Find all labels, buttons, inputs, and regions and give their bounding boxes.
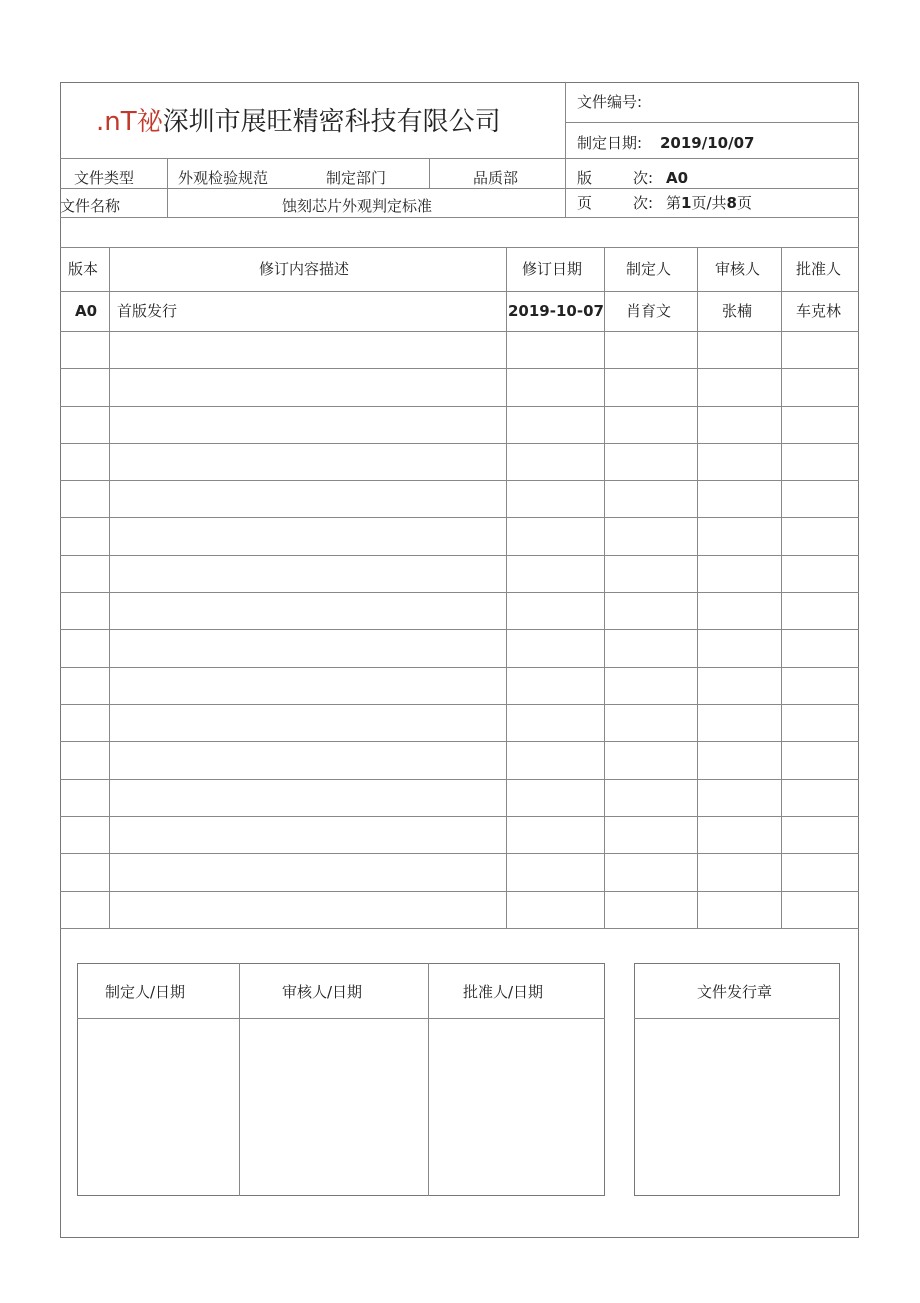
version-label: 版 [577,169,593,187]
header-divider [60,217,859,218]
table-divider [60,555,859,556]
table-divider [697,247,698,928]
header-divider [60,188,859,189]
col-header-version: 版本 [68,260,99,278]
table-divider [60,667,859,668]
header-divider [60,158,859,159]
row-author: 肖育文 [626,302,672,320]
table-divider [60,704,859,705]
col-header-description: 修订内容描述 [259,260,350,278]
signature-header-reviewer: 审核人/日期 [282,983,363,1001]
signature-header-author: 制定人/日期 [105,983,186,1001]
signature-divider [77,1018,605,1019]
date-value: 2019/10/07 [660,134,755,152]
table-divider [60,629,859,630]
dept-value: 品质部 [473,169,519,187]
page-label: 页 [577,194,593,212]
row-version: A0 [75,302,98,320]
page-mid: 页/共 [691,194,727,212]
col-header-author: 制定人 [626,260,672,278]
signature-header-approver: 批准人/日期 [463,983,544,1001]
table-divider [60,517,859,518]
header-divider [565,122,859,123]
row-date: 2019-10-07 [508,302,604,320]
table-divider [60,853,859,854]
doc-number-label: 文件编号: [577,93,643,111]
company-logo-text: .nT祕 [96,107,163,137]
page-value [666,196,752,211]
row-reviewer: 张楠 [722,302,753,320]
table-divider [60,443,859,444]
table-divider [60,779,859,780]
version-sep: 次: [633,169,654,187]
doc-name-label: 文件名称 [60,197,121,215]
doc-type-value: 外观检验规范 [178,169,269,187]
doc-type-label: 文件类型 [74,169,135,187]
table-divider [60,741,859,742]
table-divider [60,480,859,481]
col-header-date: 修订日期 [522,260,583,278]
table-divider [60,816,859,817]
dept-label: 制定部门 [326,169,387,187]
company-title [96,108,501,137]
page-prefix: 第 [666,194,682,212]
table-divider [60,368,859,369]
page-total: 8 [726,194,737,212]
row-description: 首版发行 [117,302,178,320]
table-divider [60,592,859,593]
table-divider [60,331,859,332]
company-name: 深圳市展旺精密科技有限公司 [162,107,501,137]
header-divider [429,158,430,188]
page-suffix: 页 [736,194,752,212]
table-divider [60,291,859,292]
stamp-divider [634,1018,840,1019]
signature-divider [428,963,429,1196]
header-divider [167,158,168,217]
doc-name-value: 蚀刻芯片外观判定标准 [282,197,433,215]
table-divider [60,406,859,407]
stamp-header: 文件发行章 [697,983,773,1001]
table-divider [109,247,110,928]
col-header-approver: 批准人 [796,260,842,278]
version-value: A0 [666,169,689,187]
header-divider [60,247,859,248]
table-divider [60,891,859,892]
page-sep: 次: [633,194,654,212]
page-current: 1 [681,194,692,212]
row-approver: 车克林 [796,302,842,320]
table-divider [60,928,859,929]
date-label: 制定日期: [577,134,643,152]
signature-divider [239,963,240,1196]
header-divider [565,82,566,217]
table-divider [506,247,507,928]
table-divider [604,247,605,928]
table-divider [781,247,782,928]
col-header-reviewer: 审核人 [715,260,761,278]
